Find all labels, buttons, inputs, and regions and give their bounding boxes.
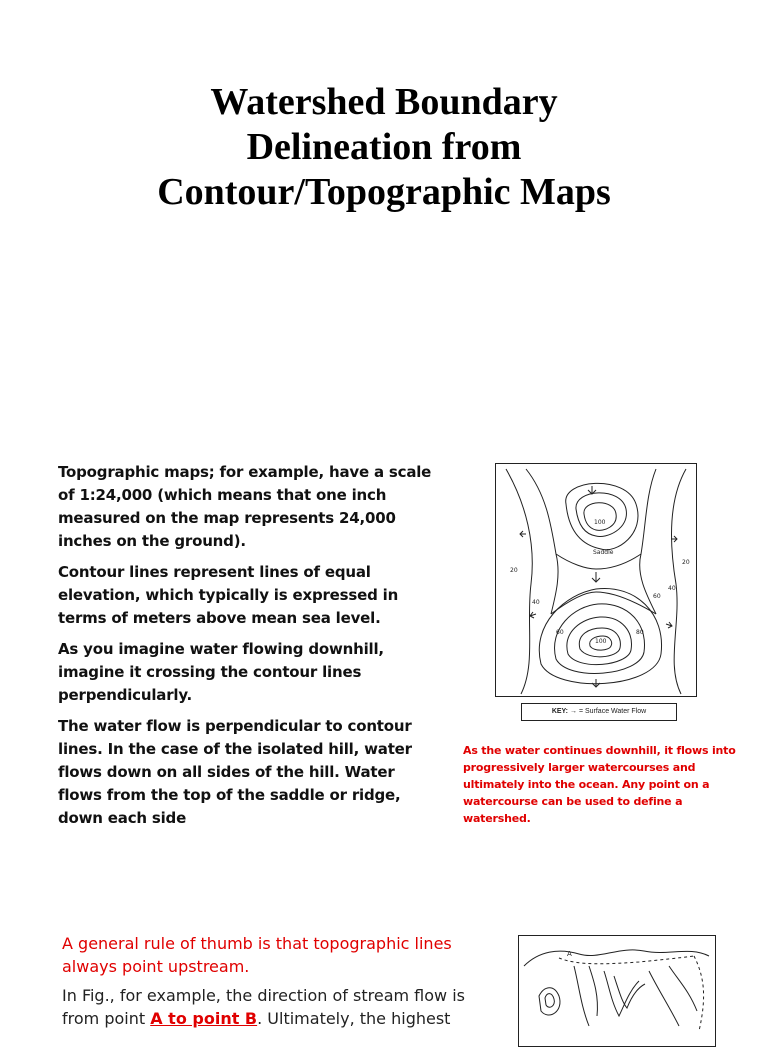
stream-flow-suffix: . Ultimately, the highest bbox=[257, 1009, 451, 1028]
saddle-label: Saddle bbox=[593, 549, 614, 556]
contour-label: 100 bbox=[595, 638, 607, 645]
page-title bbox=[90, 80, 678, 215]
paragraph: As you imagine water flowing downhill, imagine it crossing the contour lines perpendicularly. bbox=[58, 640, 384, 704]
title-line-3: Contour/Topographic Maps bbox=[157, 171, 611, 213]
contour-map-figure bbox=[495, 463, 697, 697]
key-label: KEY: bbox=[551, 708, 569, 715]
contour-label: 60 bbox=[556, 629, 564, 636]
contour-label: 40 bbox=[532, 599, 540, 606]
contour-label: 80 bbox=[636, 629, 644, 636]
contour-map-drawing bbox=[496, 464, 696, 696]
contour-label: 40 bbox=[668, 585, 676, 592]
stream-flow-text bbox=[62, 984, 492, 1030]
contour-label: 60 bbox=[653, 593, 661, 600]
map-key bbox=[521, 703, 677, 721]
title-line-1: Watershed Boundary bbox=[210, 81, 558, 123]
body-text bbox=[58, 461, 443, 838]
contour-label: 20 bbox=[682, 559, 690, 566]
paragraph: Topographic maps; for example, have a scale of 1:24,000 (which means that one inch measured on the map represents 24,000 inches on the ground). bbox=[58, 463, 432, 550]
stream-map-drawing bbox=[519, 936, 715, 1046]
bottom-text bbox=[62, 932, 492, 1030]
point-a-label: A bbox=[567, 950, 572, 958]
paragraph: Contour lines represent lines of equal elevation, which typically is expressed in terms of meters above mean sea level. bbox=[58, 563, 399, 627]
point-highlight: A to point B bbox=[150, 1009, 258, 1028]
stream-map-figure bbox=[518, 935, 716, 1047]
paragraph: The water flow is perpendicular to contour lines. In the case of the isolated hill, water flows down on all sides of the hill. Water flows from the top of the saddle or ridge, down each side bbox=[58, 717, 412, 827]
title-line-2: Delineation from bbox=[246, 126, 522, 168]
figure-caption: As the water continues downhill, it flows into progressively larger watercourses and ultimately into the ocean. Any point on a watercourse can be used to define a watershed. bbox=[463, 744, 736, 825]
stream-flow-prefix: In Fig., for example, the direction of stream flow is from point bbox=[62, 986, 465, 1028]
rule-of-thumb: A general rule of thumb is that topographic lines always point upstream. bbox=[62, 934, 452, 976]
arrow-icon: → bbox=[569, 708, 577, 715]
contour-label: 20 bbox=[510, 567, 518, 574]
key-text: = Surface Water Flow bbox=[578, 708, 647, 715]
contour-label: 100 bbox=[594, 519, 606, 526]
